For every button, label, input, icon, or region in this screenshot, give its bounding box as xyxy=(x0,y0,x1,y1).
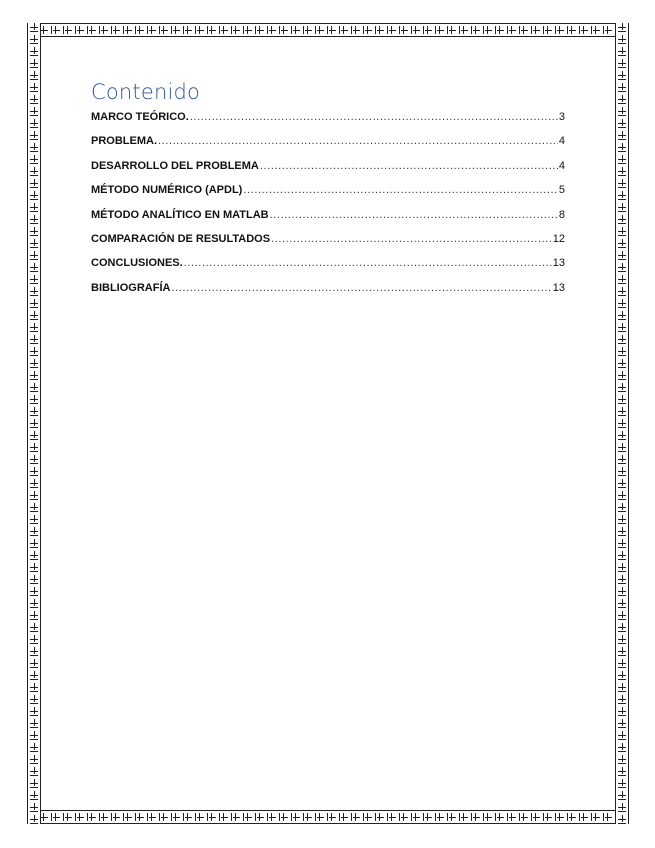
toc-entry-problema[interactable] xyxy=(91,135,565,159)
toc-dot-leader xyxy=(158,135,558,147)
page-border-left xyxy=(27,23,41,824)
toc-dot-leader xyxy=(184,257,552,269)
toc-list xyxy=(91,111,565,306)
toc-entry-label: MÉTODO ANALÍTICO EN MATLAB xyxy=(91,208,269,221)
toc-entry-page: 4 xyxy=(558,135,565,148)
toc-entry-desarrollo[interactable] xyxy=(91,160,565,184)
toc-entry-page: 12 xyxy=(552,232,565,245)
toc-entry-comparacion[interactable] xyxy=(91,233,565,257)
page-border-right xyxy=(615,23,629,824)
toc-dot-leader xyxy=(260,160,558,172)
toc-dot-leader xyxy=(243,184,558,196)
toc-entry-label: CONCLUSIONES. xyxy=(91,257,183,270)
toc-dot-leader xyxy=(171,282,551,294)
toc-entry-page: 3 xyxy=(558,111,565,123)
toc-entry-label: MARCO TEÓRICO. xyxy=(91,111,189,123)
toc-entry-metodo-numerico[interactable] xyxy=(91,184,565,208)
page-border-top xyxy=(27,23,629,37)
toc-entry-label: PROBLEMA. xyxy=(91,135,157,148)
toc-entry-conclusiones[interactable] xyxy=(91,257,565,281)
toc-entry-label: COMPARACIÓN DE RESULTADOS xyxy=(91,232,271,245)
toc-entry-page: 13 xyxy=(552,281,565,294)
toc-dot-leader xyxy=(270,209,558,221)
toc-entry-bibliografia[interactable] xyxy=(91,282,565,306)
toc-entry-page: 5 xyxy=(558,184,565,197)
toc-title: Contenido xyxy=(91,80,201,104)
toc-entry-label: BIBLIOGRAFÍA xyxy=(91,281,171,294)
toc-entry-marco-teorico[interactable] xyxy=(91,111,565,135)
toc-entry-label: MÉTODO NUMÉRICO (APDL) xyxy=(91,184,243,197)
page-border-bottom xyxy=(27,810,629,824)
toc-dot-leader xyxy=(190,111,558,123)
toc-entry-page: 13 xyxy=(552,257,565,270)
table-of-contents xyxy=(91,79,565,306)
toc-entry-page: 4 xyxy=(558,159,565,172)
toc-dot-leader xyxy=(271,233,552,245)
toc-entry-metodo-analitico[interactable] xyxy=(91,209,565,233)
toc-entry-label: DESARROLLO DEL PROBLEMA xyxy=(91,159,259,172)
toc-entry-page: 8 xyxy=(558,208,565,221)
